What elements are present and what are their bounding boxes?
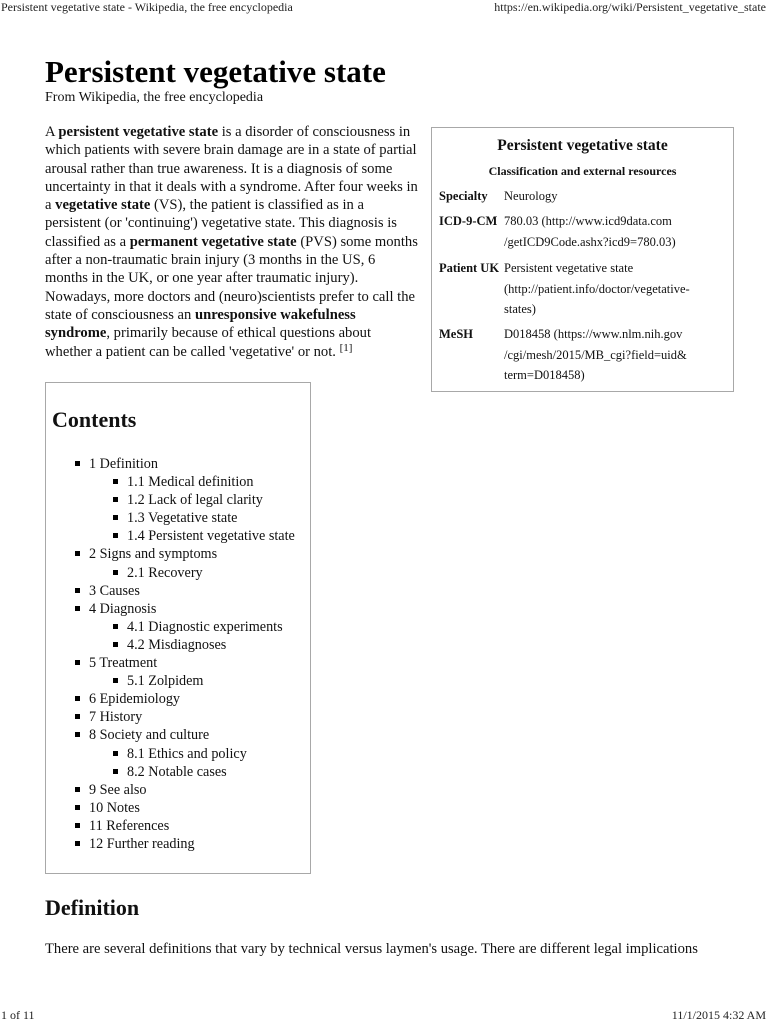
- toc-item-label[interactable]: 1.2 Lack of legal clarity: [127, 492, 263, 509]
- bullet-icon: [113, 642, 118, 647]
- print-footer-datetime: 11/1/2015 4:32 AM: [671, 1008, 766, 1022]
- lead-text-1: A: [45, 124, 59, 140]
- lead-bold-4: unresponsive wakefulness syndrome: [45, 306, 356, 342]
- toc-item-label[interactable]: 1 Definition: [89, 456, 158, 472]
- toc-item-label[interactable]: 9 See also: [89, 781, 147, 798]
- infobox-value-line[interactable]: term=D018458): [504, 368, 585, 382]
- toc-item-label[interactable]: 8.2 Notable cases: [127, 763, 227, 780]
- page-title: Persistent vegetative state: [45, 54, 386, 89]
- bullet-icon: [75, 606, 80, 611]
- infobox-value-line[interactable]: 780.03 (http://www.icd9data.com: [504, 214, 672, 228]
- bullet-icon: [75, 660, 80, 665]
- infobox-label: ICD-9-CM: [439, 214, 498, 228]
- toc-subitem[interactable]: [113, 672, 295, 690]
- toc-subitem[interactable]: [113, 618, 295, 636]
- toc-item[interactable]: [75, 582, 295, 600]
- print-footer-page-count: 1 of 11: [1, 1008, 35, 1022]
- toc-item-label[interactable]: 3 Causes: [89, 582, 140, 599]
- infobox-label: MeSH: [439, 327, 474, 341]
- lead-bold-3: permanent vegetative state: [129, 233, 297, 250]
- infobox-value: [504, 186, 729, 207]
- toc-item[interactable]: [75, 726, 295, 744]
- lead-text-3: (VS), the patient is classified as in a persistent (or 'continuing') vegetative state. This diagnosis is classified as a: [45, 197, 397, 250]
- toc-item-label[interactable]: 5.1 Zolpidem: [127, 673, 204, 690]
- toc-item-label[interactable]: 8 Society and culture: [89, 727, 210, 744]
- toc-subitem[interactable]: [113, 527, 295, 545]
- bullet-icon: [113, 479, 118, 484]
- bullet-icon: [113, 678, 118, 683]
- toc-subitem[interactable]: [113, 473, 295, 491]
- infobox-value-line[interactable]: /getICD9Code.ashx?icd9=780.03): [504, 234, 676, 249]
- toc-title: Contents: [52, 407, 137, 432]
- bullet-icon: [75, 696, 80, 701]
- infobox-label: Specialty: [439, 189, 488, 203]
- page-tagline: From Wikipedia, the free encyclopedia: [45, 90, 264, 105]
- toc-item[interactable]: [75, 708, 295, 726]
- toc-subitem[interactable]: [113, 491, 295, 509]
- bullet-icon: [75, 787, 80, 792]
- bullet-icon: [113, 624, 118, 629]
- toc-item-label[interactable]: 6 Epidemiology: [89, 691, 181, 708]
- toc-subitem[interactable]: [113, 636, 295, 654]
- toc-list: [75, 455, 295, 853]
- lead-paragraph: [45, 123, 420, 361]
- toc-item-label[interactable]: 4 Diagnosis: [89, 600, 157, 617]
- bullet-icon: [113, 533, 118, 538]
- toc-item[interactable]: [75, 835, 295, 853]
- toc-item[interactable]: [75, 654, 295, 672]
- toc-item-label[interactable]: 1.1 Medical definition: [127, 474, 254, 491]
- infobox-value-line[interactable]: Neurology: [504, 189, 558, 203]
- toc-item-label[interactable]: 2 Signs and symptoms: [89, 546, 218, 563]
- bullet-icon: [75, 588, 80, 593]
- infobox-value-line[interactable]: (http://patient.info/doctor/vegetative-: [504, 281, 690, 296]
- table-of-contents: [45, 382, 311, 874]
- infobox-subtitle: Classification and external resources: [488, 164, 677, 178]
- section-paragraph: There are several definitions that vary by technical versus laymen's usage. There are different legal implications: [45, 941, 698, 957]
- lead-text-5: , primarily because of ethical questions about whether a patient can be called 'vegetative' or not.: [45, 325, 371, 360]
- toc-item-label[interactable]: 1.4 Persistent vegetative state: [127, 528, 295, 545]
- print-header-title: Persistent vegetative state - Wikipedia, the free encyclopedia: [1, 0, 293, 14]
- toc-item-label[interactable]: 11 References: [89, 817, 170, 834]
- toc-item-label[interactable]: 7 History: [89, 709, 143, 726]
- toc-item-label[interactable]: 10 Notes: [89, 799, 140, 816]
- toc-item-label[interactable]: 5 Treatment: [89, 655, 158, 672]
- infobox-title: Persistent vegetative state: [497, 137, 668, 154]
- infobox-value-line[interactable]: states): [504, 302, 536, 316]
- toc-item[interactable]: [75, 799, 295, 817]
- toc-item[interactable]: [75, 690, 295, 708]
- toc-item-label[interactable]: 1.3 Vegetative state: [127, 510, 238, 527]
- toc-item[interactable]: [75, 781, 295, 799]
- bullet-icon: [75, 805, 80, 810]
- infobox: [431, 127, 734, 392]
- toc-item-label[interactable]: 4.1 Diagnostic experiments: [127, 618, 283, 635]
- section-heading-definition: Definition: [45, 895, 140, 920]
- bullet-icon: [113, 515, 118, 520]
- toc-item-label[interactable]: 4.2 Misdiagnoses: [127, 636, 227, 653]
- infobox-value-line[interactable]: Persistent vegetative state: [504, 261, 634, 275]
- toc-item[interactable]: [75, 455, 295, 473]
- toc-item[interactable]: [75, 545, 295, 563]
- lead-bold-2: vegetative state: [55, 197, 151, 214]
- bullet-icon: [75, 714, 80, 719]
- infobox-value: [504, 324, 729, 386]
- toc-item[interactable]: [75, 817, 295, 835]
- toc-item-label[interactable]: 12 Further reading: [89, 835, 195, 852]
- bullet-icon: [113, 497, 118, 502]
- toc-item-label[interactable]: 2.1 Recovery: [127, 564, 203, 581]
- toc-subitem[interactable]: [113, 763, 295, 781]
- lead-text-2: is a disorder of consciousness in which patients with severe brain damage are in a state of partial arousal rather than true awareness. It is a diagnosis of some uncertainty in that it deals with a syndrome. After four weeks in a: [45, 124, 418, 214]
- lead-text-4: (PVS) some months after a non-traumatic brain injury (3 months in the US, 6 months in the UK, or one year after traumatic injury). Nowadays, more doctors and (neuro)scientists prefer to call the state of consciousness an: [45, 233, 418, 323]
- bullet-icon: [75, 551, 80, 556]
- bullet-icon: [113, 751, 118, 756]
- toc-item-label[interactable]: 8.1 Ethics and policy: [127, 745, 247, 762]
- bullet-icon: [113, 570, 118, 575]
- infobox-value-line[interactable]: D018458 (https://www.nlm.nih.gov: [504, 327, 683, 341]
- bullet-icon: [75, 823, 80, 828]
- toc-subitem[interactable]: [113, 745, 295, 763]
- toc-subitem[interactable]: [113, 564, 295, 582]
- infobox-value: [504, 258, 729, 320]
- infobox-value-line[interactable]: /cgi/mesh/2015/MB_cgi?field=uid&: [504, 347, 687, 362]
- print-header-url[interactable]: https://en.wikipedia.org/wiki/Persistent_vegetative_state: [494, 0, 766, 14]
- bullet-icon: [75, 461, 80, 466]
- toc-item[interactable]: [75, 600, 295, 618]
- citation-link[interactable]: [1]: [339, 341, 353, 354]
- bullet-icon: [75, 732, 80, 737]
- lead-bold-1: persistent vegetative state: [58, 124, 219, 140]
- infobox-value: [504, 211, 729, 252]
- infobox-label: Patient UK: [439, 261, 500, 275]
- bullet-icon: [113, 769, 118, 774]
- toc-subitem[interactable]: [113, 509, 295, 527]
- bullet-icon: [75, 841, 80, 846]
